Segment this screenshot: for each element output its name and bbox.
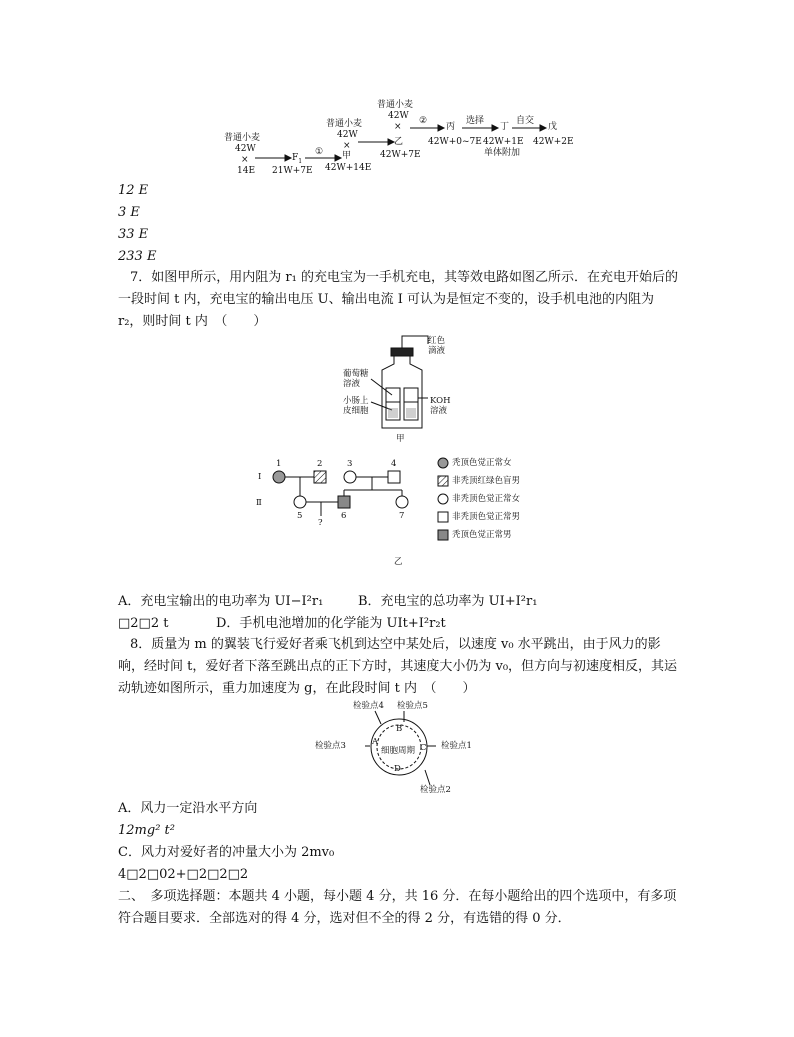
- yi-label: 乙: [394, 137, 404, 147]
- individual-2: 2: [317, 459, 323, 469]
- bing-value: 42W+0~7E: [428, 137, 482, 147]
- checkpoint-5: 检验点5: [397, 701, 428, 711]
- wheat-a-bottom: 14E: [237, 166, 256, 176]
- jia-label: 甲: [342, 151, 352, 161]
- phase-d: D: [394, 764, 401, 774]
- select-label: 选择: [466, 116, 485, 126]
- q7-option-c: □2□2 t: [118, 616, 169, 631]
- question-8-text: 8．质量为 m 的翼装飞行爱好者乘飞机到达空中某处后，以速度 v₀ 水平跳出，由于风力的影响，经时间 t，爱好者下落至跳出点的正下方时，其速度大小仍为 v₀，但方向与初速度相反，其运动轨迹如图所示，重力加速度为 g，在此段时间 t 内 （ ）: [118, 637, 678, 696]
- f1-label: $F_1$: [292, 153, 303, 165]
- figure-yi-caption: 乙: [394, 557, 403, 567]
- answer-line-2: 3 E: [118, 205, 140, 220]
- individual-5: 5: [297, 511, 303, 521]
- cycle-center-label: 细胞周期: [381, 746, 416, 756]
- q7-option-d: D．手机电池增加的化学能为 UIt+I²r₂t: [216, 616, 446, 631]
- legend-item-5: 秃顶色觉正常男: [452, 530, 512, 540]
- answer-line-1: 12 E: [118, 183, 149, 198]
- wheat-c-label: 普通小麦: [377, 100, 414, 110]
- q8-option-d: 4□2□02+□2□2□2: [118, 867, 249, 882]
- phase-a: A: [372, 737, 379, 747]
- glucose-label: 葡萄糖: [343, 369, 369, 379]
- wheat-b-label: 普通小麦: [326, 119, 363, 129]
- answer-line-3: 33 E: [118, 227, 149, 242]
- question-7-text: 7．如图甲所示，用内阻为 r₁ 的充电宝为一手机充电，其等效电路如图乙所示．在充电开始后的一段时间 t 内，充电宝的输出电压 U、输出电流 I 可认为是恒定不变的，设手机电池的内阻为 r₂，则时间 t 内 （ ）: [118, 270, 678, 329]
- wu-value: 42W+2E: [533, 137, 574, 147]
- section-2-instructions: 二、 多项选择题：本题共 4 小题，每小题 4 分，共 16 分．在每小题给出的四个选项中，有多项符合题目要求．全部选对的得 4 分，选对但不全的得 2 分，有选错的得 0 分．: [118, 889, 677, 926]
- wu-label: 戊: [548, 122, 558, 132]
- bing-label: 丙: [446, 122, 456, 132]
- ding-note: 单体附加: [484, 148, 521, 158]
- wheat-a-label: 普通小麦: [224, 133, 261, 143]
- individual-4: 4: [391, 459, 397, 469]
- cells-label-2: 皮细胞: [343, 406, 369, 416]
- koh-label-2: 溶液: [430, 406, 448, 416]
- legend-item-2: 非秃顶红绿色盲男: [452, 476, 521, 486]
- q7-option-a: A．充电宝输出的电功率为 UI−I²r₁: [118, 594, 324, 609]
- jia-value: 42W+14E: [325, 163, 372, 173]
- checkpoint-4: 检验点4: [353, 701, 384, 711]
- q8-option-c: C．风力对爱好者的冲量大小为 2mv₀: [118, 845, 335, 860]
- wheat-b-top: 42W: [337, 130, 358, 140]
- ding-label: 丁: [500, 122, 510, 132]
- phase-c: C: [420, 743, 427, 753]
- red-drop-label-2: 滴液: [428, 346, 446, 356]
- wheat-a-top: 42W: [235, 144, 256, 154]
- f1-value: 21W+7E: [272, 166, 313, 176]
- q7-option-b: B．充电宝的总功率为 UI+I²r₁: [358, 594, 538, 609]
- step2: ②: [419, 116, 428, 126]
- phase-b: B: [396, 724, 403, 734]
- legend-item-3: 非秃顶色觉正常女: [452, 494, 521, 504]
- q8-option-b: 12mg² t²: [118, 823, 175, 838]
- cells-label: 小肠上: [343, 396, 369, 406]
- selfcross-label: 自交: [516, 116, 535, 126]
- checkpoint-1: 检验点1: [441, 741, 472, 751]
- wheat-c-top: 42W: [388, 111, 409, 121]
- step1: ①: [315, 147, 324, 157]
- koh-label: KOH: [430, 396, 451, 406]
- legend-item-1: 秃顶色觉正常女: [452, 458, 512, 468]
- individual-1: 1: [276, 459, 282, 469]
- times-a: ×: [241, 155, 249, 165]
- individual-6: 6: [341, 511, 347, 521]
- legend-item-4: 非秃顶色觉正常男: [452, 512, 521, 522]
- generation-1-label: Ⅰ: [258, 472, 262, 482]
- checkpoint-2: 检验点2: [420, 785, 451, 795]
- figure-jia-caption: 甲: [396, 434, 405, 444]
- q8-option-a: A．风力一定沿水平方向: [118, 801, 258, 816]
- times-b: ×: [343, 141, 351, 151]
- ding-value: 42W+1E: [483, 137, 524, 147]
- checkpoint-3: 检验点3: [315, 741, 346, 751]
- individual-3: 3: [347, 459, 353, 469]
- unknown-offspring: ?: [318, 518, 323, 528]
- glucose-label-2: 溶液: [343, 379, 361, 389]
- individual-7: 7: [399, 511, 405, 521]
- answer-line-4: 233 E: [118, 249, 157, 264]
- times-c: ×: [394, 122, 402, 132]
- red-drop-label: 红色: [428, 336, 446, 346]
- yi-value: 42W+7E: [380, 150, 421, 160]
- generation-2-label: Ⅱ: [256, 498, 262, 508]
